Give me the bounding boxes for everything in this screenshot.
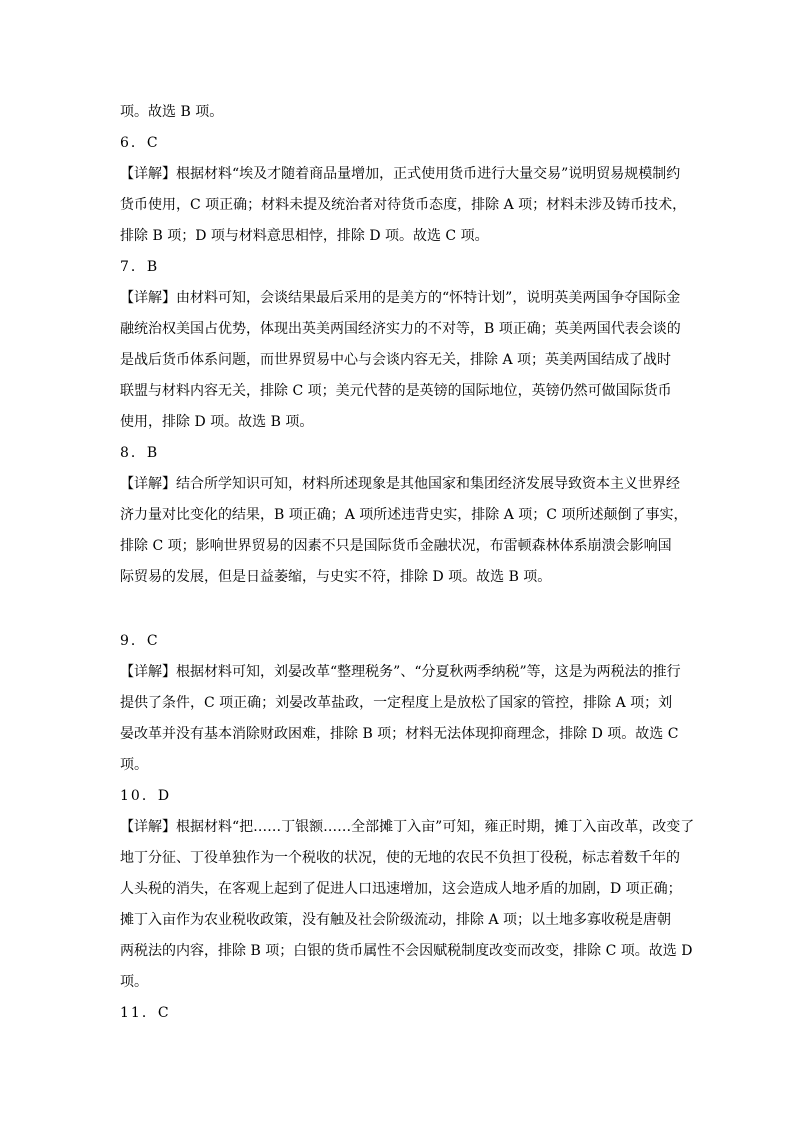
text-line: 地丁分征、丁役单独作为一个税收的状况，使的无地的农民不负担丁役税，标志着数千年的: [120, 850, 680, 866]
text-line: 【详解】根据材料“把……丁银额……全部摊丁入亩”可知，雍正时期，摊丁入亩改革，改变了: [120, 819, 695, 835]
answer-heading: 6．C: [120, 135, 160, 151]
text-line: 人头税的消失，在客观上起到了促进人口迅速增加，这会造成人地矛盾的加剧，D 项正确；: [120, 881, 682, 897]
text-line: 排除 C 项；影响世界贸易的因素不只是国际货币金融状况，布雷顿森林体系崩溃会影响国: [120, 538, 672, 554]
text-line: 是战后货币体系问题，而世界贸易中心与会谈内容无关，排除 A 项；英美两国结成了战时: [120, 352, 672, 368]
answer-heading: 7．B: [120, 259, 160, 275]
answer-heading: 10．D: [120, 788, 172, 804]
text-line: 【详解】结合所学知识可知，材料所述现象是其他国家和集团经济发展导致资本主义世界经: [120, 476, 680, 492]
text-line: 联盟与材料内容无关，排除 C 项；美元代替的是英镑的国际地位，英镑仍然可做国际货币: [120, 383, 672, 399]
answer-heading: 9．C: [120, 633, 160, 649]
text-line: 两税法的内容，排除 B 项；白银的货币属性不会因赋税制度改变而改变，排除 C 项。故选 D: [120, 943, 693, 959]
text-line: 【详解】根据材料可知，刘晏改革“整理税务”、“分夏秋两季纳税”等，这是为两税法的推行: [120, 664, 681, 680]
answer-heading: 11．C: [120, 1005, 171, 1021]
text-line: 【详解】由材料可知，会谈结果最后采用的是美方的“怀特计划”，说明英美两国争夺国际金: [120, 290, 681, 306]
text-line: 项。: [120, 974, 148, 990]
text-line: 项。: [120, 757, 148, 773]
text-line: 提供了条件，C 项正确；刘晏改革盐政，一定程度上是放松了国家的管控，排除 A 项；刘: [120, 695, 673, 711]
text-line: 摊丁入亩作为农业税收政策，没有触及社会阶级流动，排除 A 项；以土地多寡收税是唐朝: [120, 912, 672, 928]
text-line: 项。故选 B 项。: [120, 104, 224, 120]
text-line: 排除 B 项；D 项与材料意思相悖，排除 D 项。故选 C 项。: [120, 228, 489, 244]
answer-heading: 8．B: [120, 445, 160, 461]
text-line: 晏改革并没有基本消除财政困难，排除 B 项；材料无法体现抑商理念，排除 D 项。故选 C: [120, 726, 679, 742]
text-line: 际贸易的发展，但是日益萎缩，与史实不符，排除 D 项。故选 B 项。: [120, 569, 552, 585]
text-line: 【详解】根据材料“埃及才随着商品量增加，正式使用货币进行大量交易”说明贸易规模制约: [120, 166, 681, 182]
text-line: 货币使用，C 项正确；材料未提及统治者对待货币态度，排除 A 项；材料未涉及铸币技术，: [120, 197, 687, 213]
text-line: 融统治权美国占优势，体现出英美两国经济实力的不对等，B 项正确；英美两国代表会谈的: [120, 321, 681, 337]
text-line: 使用，排除 D 项。故选 B 项。: [120, 414, 314, 430]
text-line: 济力量对比变化的结果，B 项正确；A 项所述违背史实，排除 A 项；C 项所述颠倒了事实，: [120, 507, 688, 523]
